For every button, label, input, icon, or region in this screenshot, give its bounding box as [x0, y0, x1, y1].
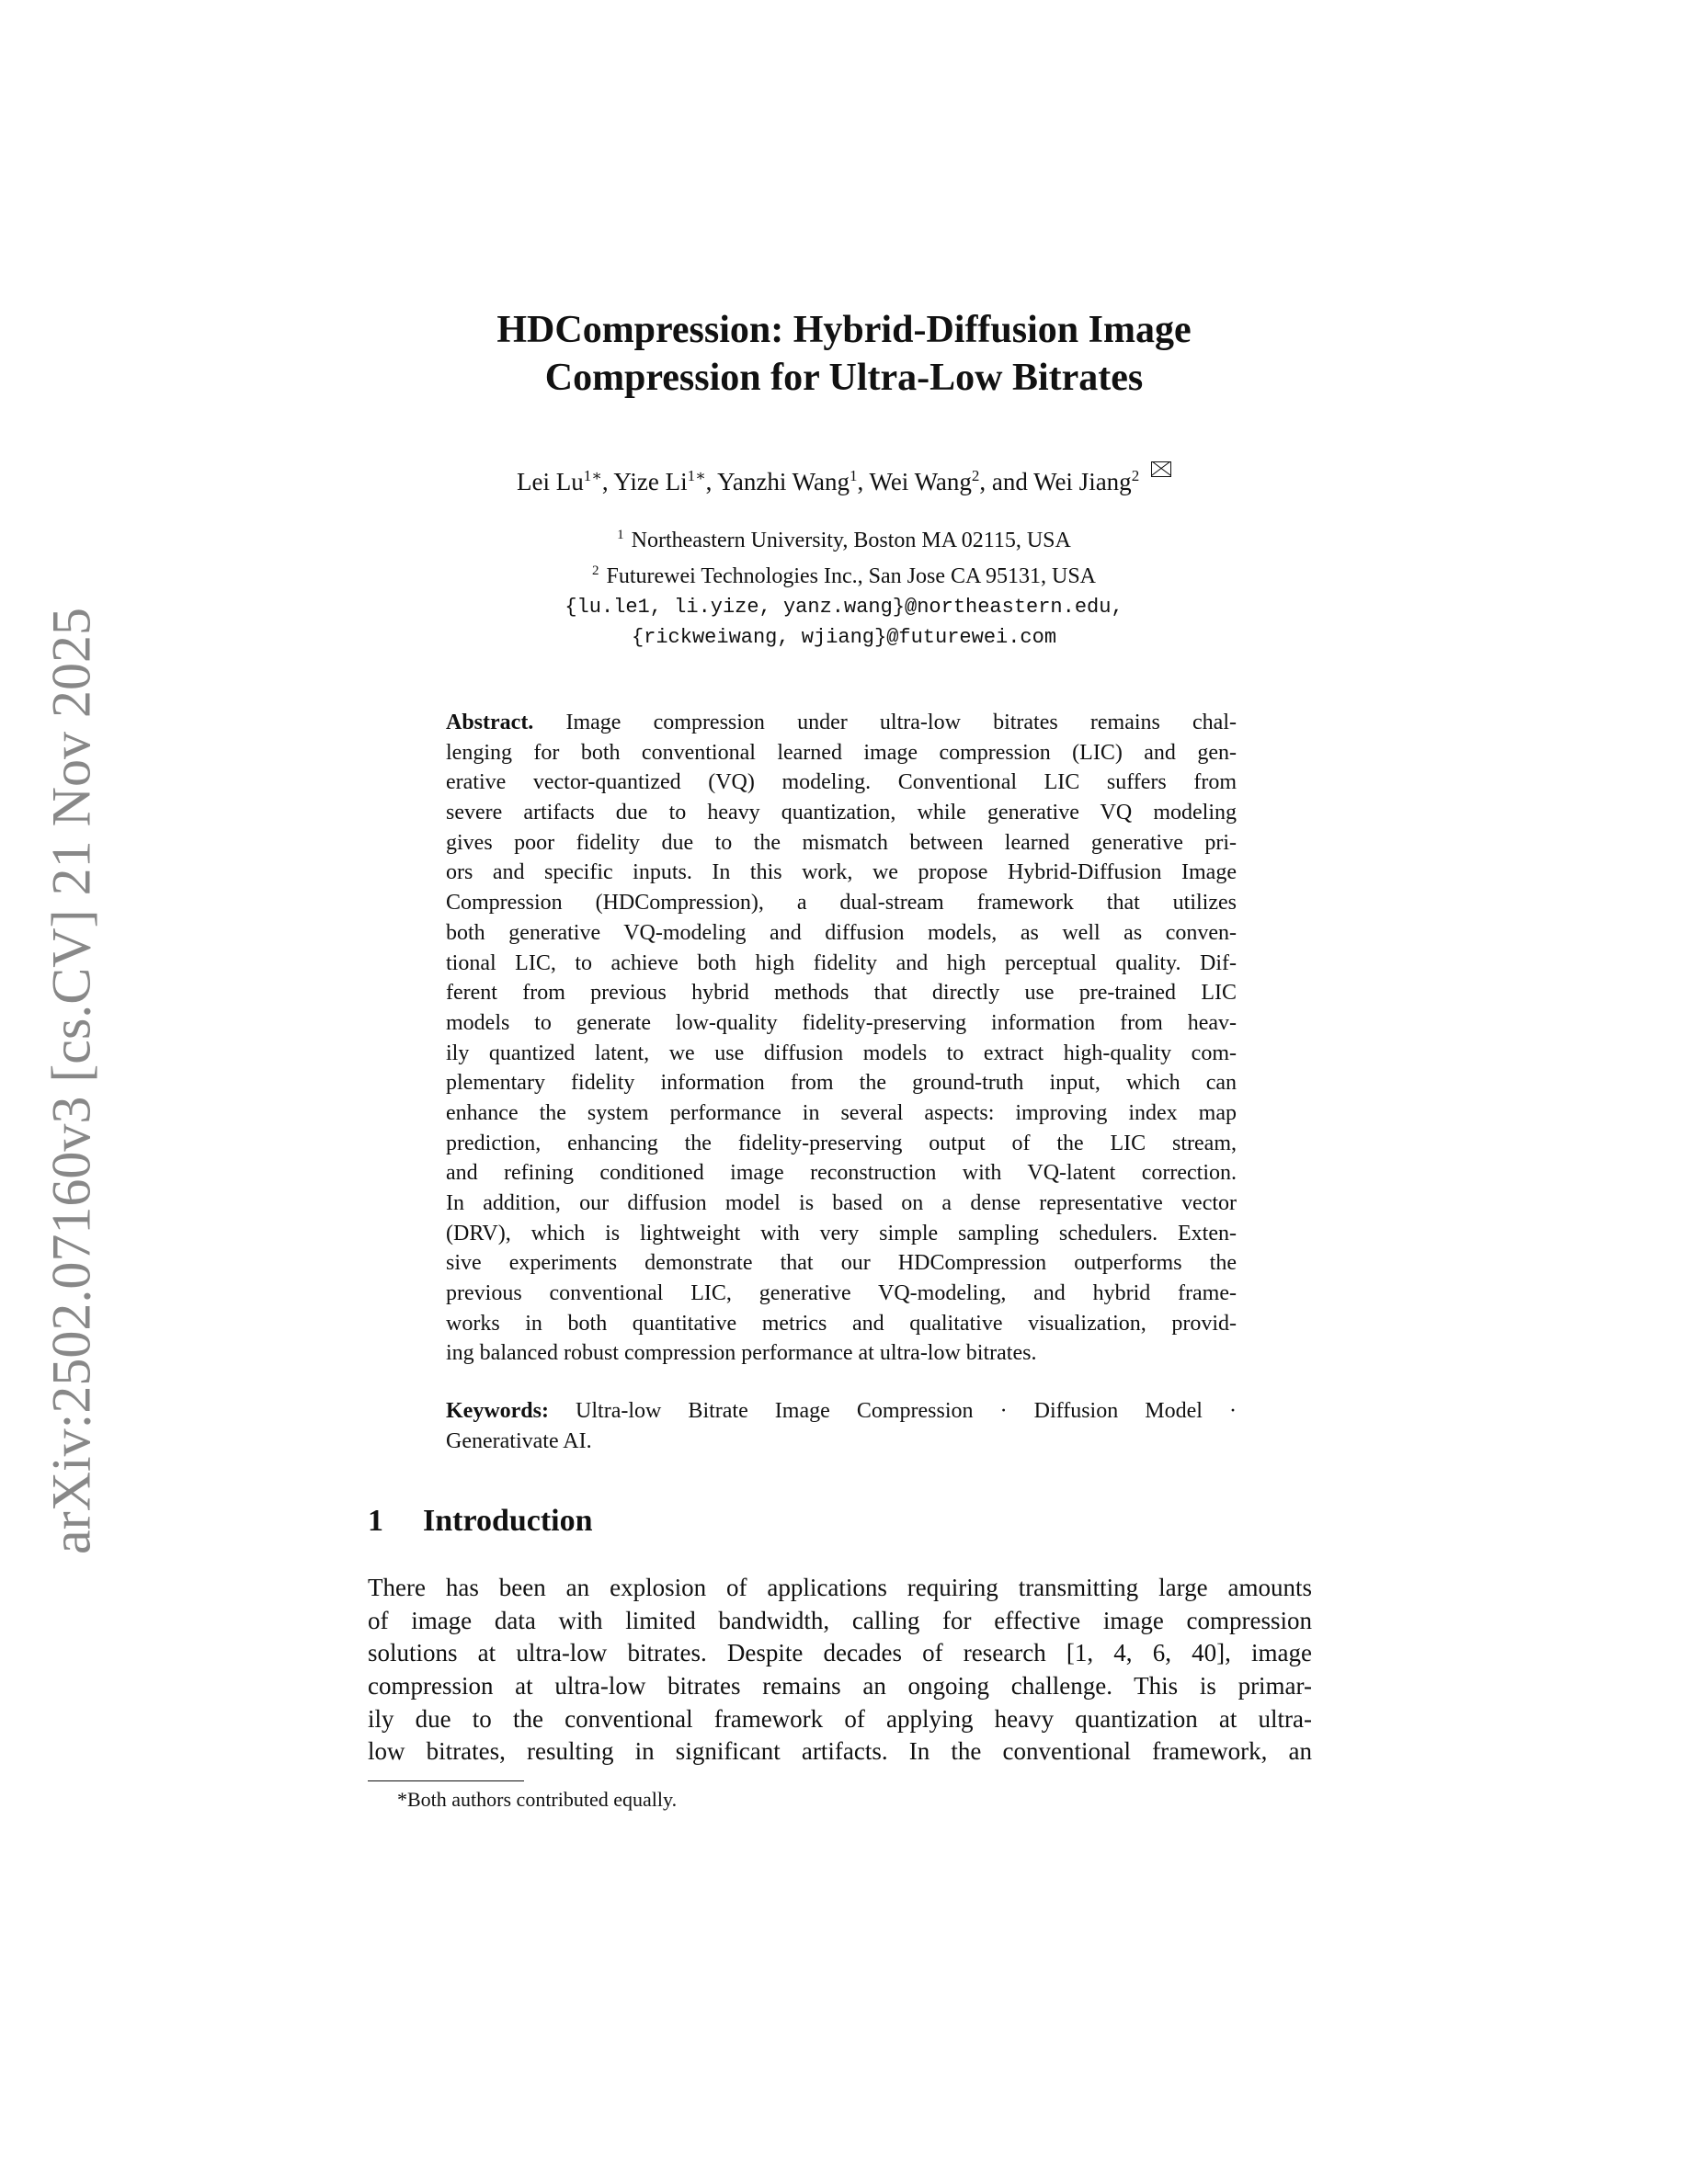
author-sup: 1∗: [583, 467, 602, 484]
paper-title: [0, 306, 1688, 402]
affiliation-text: Futurewei Technologies Inc., San Jose CA 95131, USA: [606, 564, 1096, 588]
author-name: Wei Wang: [869, 468, 972, 495]
author-name: Lei Lu: [517, 468, 584, 495]
title-line: Compression for Ultra-Low Bitrates: [544, 357, 1144, 399]
abstract-line: (DRV), which is lightweight with very simple sampling schedulers. Exten-: [446, 1221, 1237, 1246]
affiliation: [0, 556, 1688, 592]
abstract-line: ors and specific inputs. In this work, we propose Hybrid-Diffusion Image: [446, 860, 1237, 885]
author-sup: 2: [1131, 467, 1140, 484]
email: {lu.le1, li.yize, yanz.wang}@northeastern.edu,: [565, 596, 1123, 619]
abstract-line: plementary fidelity information from the ground-truth input, which can: [446, 1071, 1237, 1096]
abstract-line: tional LIC, to achieve both high fidelity and high perceptual quality. Dif-: [446, 950, 1237, 975]
abstract-line: gives poor fidelity due to the mismatch between learned generative pri-: [446, 830, 1237, 855]
abstract-line: ing balanced robust compression performance at ultra-low bitrates.: [446, 1341, 1037, 1366]
abstract-text: Image compression under ultra-low bitrates remains chal-: [533, 711, 1237, 734]
email: {rickweiwang, wjiang}@futurewei.com: [631, 626, 1057, 649]
envelope-icon: [1151, 461, 1171, 477]
abstract-line: lenging for both conventional learned image compression (LIC) and gen-: [446, 740, 1237, 765]
body-line: There has been an explosion of applications requiring transmitting large amounts: [368, 1574, 1312, 1601]
author-name: Yize Li: [613, 468, 688, 495]
abstract-line: In addition, our diffusion model is based on a dense representative vector: [446, 1191, 1237, 1215]
author-name: Yanzhi Wang: [717, 468, 850, 495]
author-sup: 1: [849, 467, 858, 484]
abstract-line: works in both quantitative metrics and qualitative visualization, provid-: [446, 1311, 1237, 1336]
intro-paragraph: [368, 1572, 1312, 1769]
footnote-rule: [368, 1780, 524, 1781]
abstract-line: both generative VQ-modeling and diffusion models, as well as conven-: [446, 920, 1237, 945]
arxiv-identifier: arXiv:2502.07160v3 [cs.CV] 21 Nov 2025: [40, 608, 102, 1554]
keywords-label: Keywords:: [446, 1399, 549, 1423]
abstract: [446, 708, 1237, 1369]
abstract-line: erative vector-quantized (VQ) modeling. Conventional LIC suffers from: [446, 770, 1237, 795]
abstract-line: ferent from previous hybrid methods that directly use pre-trained LIC: [446, 981, 1237, 1006]
body-line: of image data with limited bandwidth, calling for effective image compression: [368, 1606, 1312, 1634]
affiliation-sup: 1: [617, 528, 624, 542]
author-sup: 1∗: [687, 467, 706, 484]
body-line: low bitrates, resulting in significant artifacts. In the conventional framework, an: [368, 1737, 1312, 1766]
body-line: ily due to the conventional framework of applying heavy quantization at ultra-: [368, 1704, 1312, 1733]
keywords-line: Generativate AI.: [446, 1428, 592, 1453]
separator: ,: [601, 468, 614, 495]
section-heading: [368, 1504, 593, 1539]
affiliation: [0, 520, 1688, 556]
abstract-line: [446, 708, 1237, 738]
footnote: *Both authors contributed equally.: [397, 1788, 678, 1811]
separator: ,: [857, 468, 870, 495]
author-list: [0, 461, 1688, 496]
separator: , and: [979, 468, 1034, 495]
body-line: compression at ultra-low bitrates remains an ongoing challenge. This is primar-: [368, 1672, 1312, 1701]
separator: ,: [705, 468, 718, 495]
abstract-line: Compression (HDCompression), a dual-stream framework that utilizes: [446, 891, 1237, 916]
keywords: [446, 1396, 1237, 1456]
affiliations: [0, 520, 1688, 653]
abstract-line: enhance the system performance in several aspects: improving index map: [446, 1100, 1237, 1125]
author-sup: 2: [971, 467, 980, 484]
abstract-line: sive experiments demonstrate that our HDCompression outperforms the: [446, 1251, 1237, 1276]
author-name: Wei Jiang: [1033, 468, 1132, 495]
title-line: HDCompression: Hybrid-Diffusion Image: [496, 309, 1192, 351]
abstract-line: previous conventional LIC, generative VQ-modeling, and hybrid frame-: [446, 1281, 1237, 1306]
abstract-line: and refining conditioned image reconstruction with VQ-latent correction.: [446, 1161, 1237, 1186]
affiliation-text: Northeastern University, Boston MA 02115, USA: [631, 529, 1071, 552]
affiliation-sup: 2: [592, 563, 599, 578]
body-line: solutions at ultra-low bitrates. Despite decades of research [1, 4, 6, 40], image: [368, 1639, 1312, 1667]
abstract-line: models to generate low-quality fidelity-preserving information from heav-: [446, 1010, 1237, 1035]
abstract-line: prediction, enhancing the fidelity-preserving output of the LIC stream,: [446, 1131, 1237, 1155]
section-title: Introduction: [423, 1504, 593, 1538]
keywords-text: Ultra-low Bitrate Image Compression · Diffusion Model ·: [548, 1399, 1237, 1423]
abstract-label: Abstract.: [446, 711, 534, 734]
section-number: 1: [368, 1504, 383, 1538]
abstract-line: severe artifacts due to heavy quantization, while generative VQ modeling: [446, 801, 1237, 825]
abstract-line: ily quantized latent, we use diffusion models to extract high-quality com-: [446, 1041, 1237, 1065]
keywords-line: [446, 1396, 1237, 1427]
